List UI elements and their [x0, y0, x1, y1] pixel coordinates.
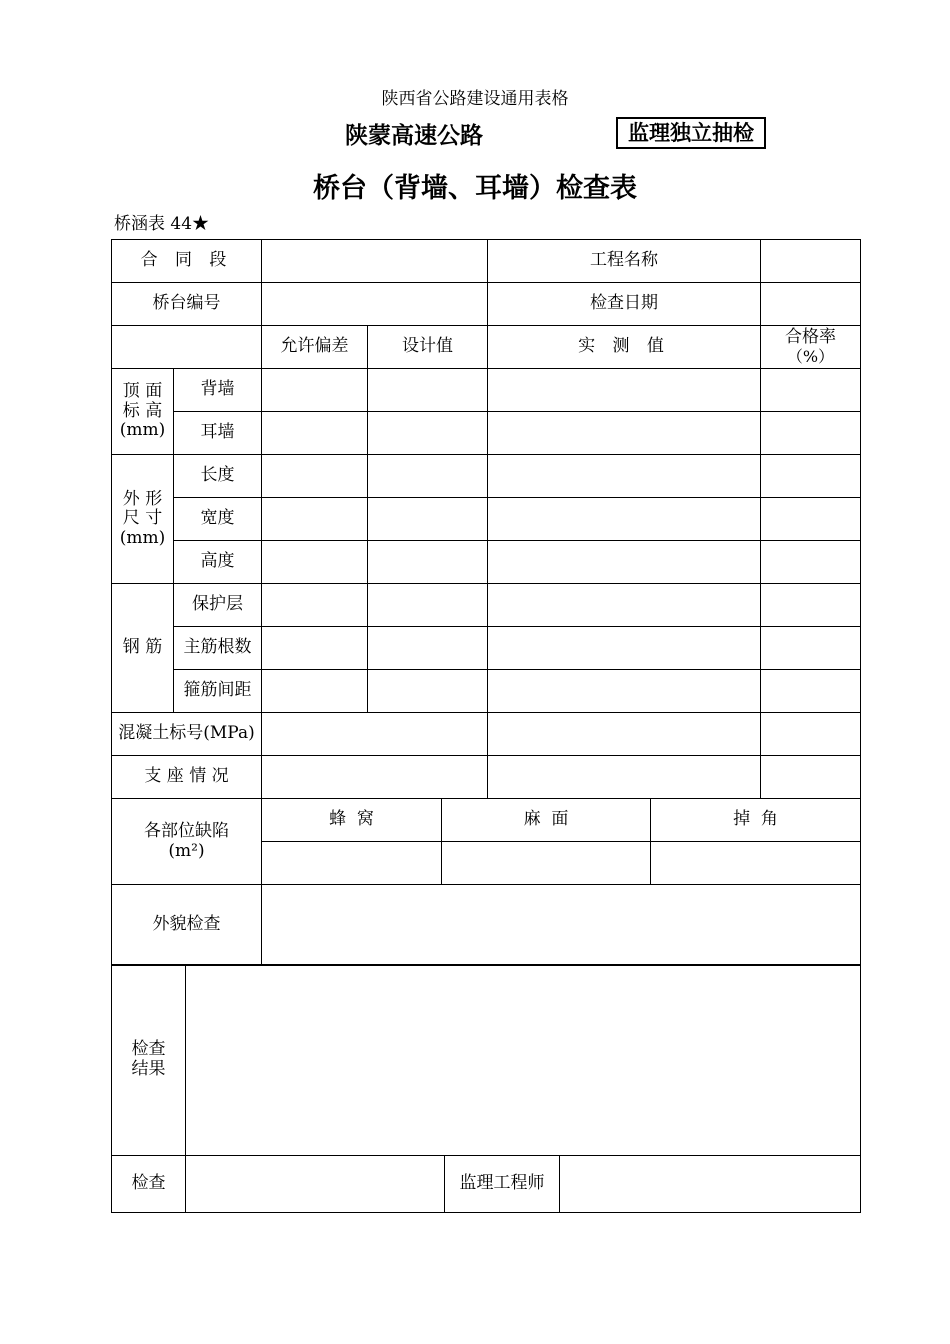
abutment-no-field[interactable] — [262, 283, 488, 326]
form-caption: 陕西省公路建设通用表格 — [381, 89, 569, 109]
cell[interactable] — [488, 541, 761, 584]
tolerance-header: 允许偏差 — [262, 326, 368, 369]
length-label: 长度 — [174, 455, 262, 498]
cell[interactable] — [262, 455, 368, 498]
cell[interactable] — [368, 412, 488, 455]
width-label: 宽度 — [174, 498, 262, 541]
defects-label: 各部位缺陷 — [144, 820, 229, 841]
dimension-label-1: 外 形 — [122, 488, 163, 509]
engineer-label: 监理工程师 — [445, 1156, 560, 1213]
check-date-label: 检查日期 — [488, 283, 761, 326]
pitting-header: 麻 面 — [442, 799, 651, 842]
cell[interactable] — [761, 756, 861, 799]
cell[interactable] — [761, 498, 861, 541]
engineer-signature-field[interactable] — [560, 1156, 861, 1213]
cover-label: 保护层 — [174, 584, 262, 627]
cell[interactable] — [761, 627, 861, 670]
defects-table — [111, 798, 861, 966]
design-header: 设计值 — [368, 326, 488, 369]
cell[interactable] — [761, 455, 861, 498]
pass-rate-header — [761, 326, 861, 369]
cell[interactable] — [761, 670, 861, 713]
elevation-label-2: 标 高 — [122, 400, 163, 421]
contract-field[interactable] — [262, 240, 488, 283]
cell[interactable] — [262, 627, 368, 670]
project-name-label: 工程名称 — [488, 240, 761, 283]
cell[interactable] — [488, 412, 761, 455]
ear-wall-label: 耳墙 — [174, 412, 262, 455]
elevation-group — [112, 369, 174, 455]
cell[interactable] — [262, 541, 368, 584]
inspection-table — [111, 239, 861, 799]
cell[interactable] — [368, 498, 488, 541]
concrete-grade-label: 混凝土标号(MPa) — [112, 713, 262, 756]
dimension-label-2: 尺 寸 — [122, 508, 163, 529]
result-label-1: 检查 — [131, 1039, 166, 1060]
abutment-no-label: 桥台编号 — [112, 283, 262, 326]
project-name-field[interactable] — [761, 240, 861, 283]
cell[interactable] — [488, 498, 761, 541]
pitting-field[interactable] — [442, 842, 651, 885]
elevation-label-1: 顶 面 — [122, 381, 163, 402]
contract-label: 合 同 段 — [112, 240, 262, 283]
cell[interactable] — [761, 412, 861, 455]
appearance-field[interactable] — [262, 885, 861, 966]
honeycomb-field[interactable] — [262, 842, 442, 885]
cell[interactable] — [262, 584, 368, 627]
cell[interactable] — [368, 541, 488, 584]
defects-unit: (m²) — [168, 840, 205, 861]
cell[interactable] — [368, 627, 488, 670]
measured-header: 实 测 值 — [488, 326, 761, 369]
cell[interactable] — [368, 455, 488, 498]
cell[interactable] — [488, 455, 761, 498]
honeycomb-header: 蜂 窝 — [262, 799, 442, 842]
cell[interactable] — [262, 369, 368, 412]
dimension-group — [112, 455, 174, 584]
dimension-unit: (mm) — [119, 527, 166, 548]
cell[interactable] — [488, 369, 761, 412]
cell[interactable] — [262, 713, 488, 756]
pass-rate-label: 合格率 — [785, 327, 836, 348]
result-table — [111, 964, 861, 1213]
result-label — [112, 965, 186, 1156]
header-blank — [112, 326, 262, 369]
cell[interactable] — [488, 627, 761, 670]
cell[interactable] — [488, 756, 761, 799]
cell[interactable] — [368, 369, 488, 412]
check-date-field[interactable] — [761, 283, 861, 326]
cell[interactable] — [761, 541, 861, 584]
project-name: 陕蒙高速公路 — [345, 123, 483, 149]
form-code: 桥涵表 44★ — [114, 214, 210, 234]
result-label-2: 结果 — [131, 1059, 166, 1079]
cell[interactable] — [488, 670, 761, 713]
appearance-label: 外貌检查 — [112, 885, 262, 966]
cell[interactable] — [262, 498, 368, 541]
cell[interactable] — [761, 584, 861, 627]
back-wall-label: 背墙 — [174, 369, 262, 412]
chipped-corner-field[interactable] — [651, 842, 861, 885]
result-field[interactable] — [186, 965, 861, 1156]
inspector-signature-field[interactable] — [186, 1156, 445, 1213]
bearing-label: 支 座 情 况 — [112, 756, 262, 799]
cell[interactable] — [262, 756, 488, 799]
cell[interactable] — [761, 713, 861, 756]
defects-group — [112, 799, 262, 885]
inspector-label: 检查 — [112, 1156, 186, 1213]
cell[interactable] — [761, 369, 861, 412]
cell[interactable] — [368, 670, 488, 713]
cell[interactable] — [368, 584, 488, 627]
cell[interactable] — [262, 412, 368, 455]
height-label: 高度 — [174, 541, 262, 584]
chipped-corner-header: 掉 角 — [651, 799, 861, 842]
rebar-group: 钢 筋 — [112, 584, 174, 713]
main-bar-count-label: 主筋根数 — [174, 627, 262, 670]
cell[interactable] — [488, 713, 761, 756]
elevation-unit: (mm) — [119, 420, 166, 441]
cell[interactable] — [488, 584, 761, 627]
cell[interactable] — [262, 670, 368, 713]
pass-rate-unit: （%） — [786, 346, 835, 366]
stirrup-spacing-label: 箍筋间距 — [174, 670, 262, 713]
supervision-stamp: 监理独立抽检 — [616, 117, 766, 149]
form-title: 桥台（背墙、耳墙）检查表 — [313, 173, 637, 204]
